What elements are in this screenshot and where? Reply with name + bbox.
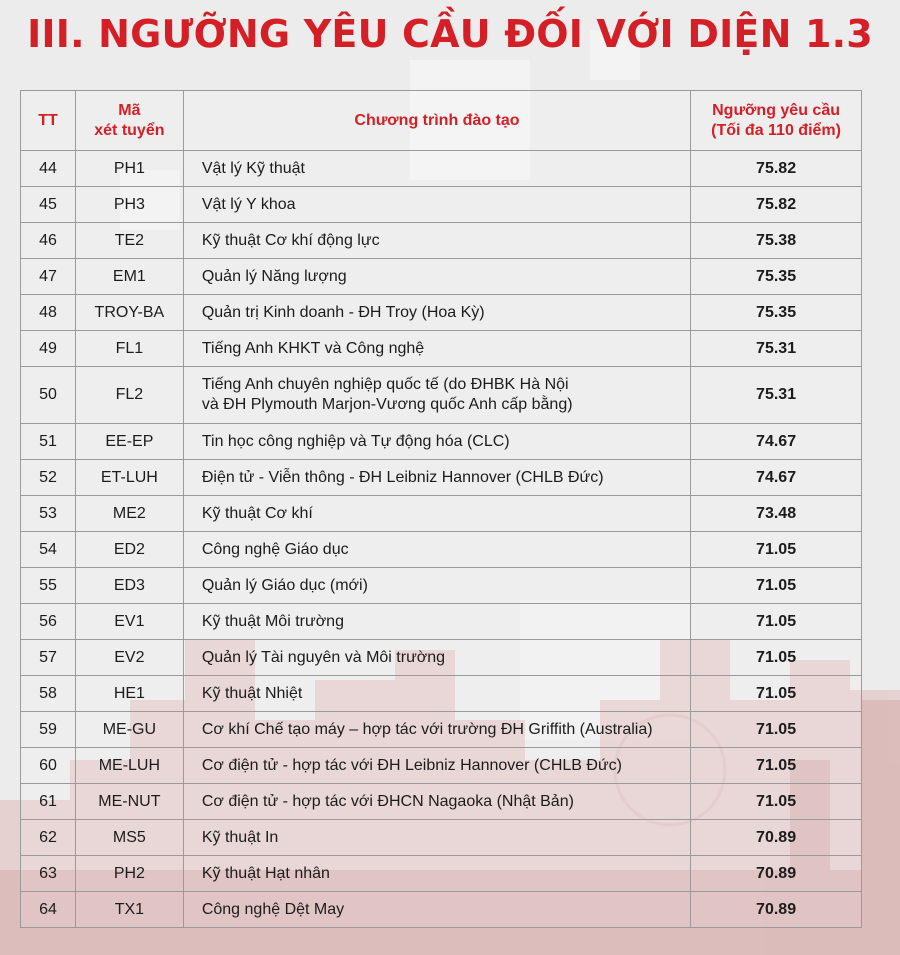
row-ma: PH1: [75, 151, 183, 187]
row-program: [183, 748, 690, 784]
row-tt: 45: [21, 187, 76, 223]
row-ma: PH3: [75, 187, 183, 223]
row-tt: 58: [21, 676, 76, 712]
header-program: Chương trình đào tạo: [183, 91, 690, 151]
row-ma: TROY-BA: [75, 295, 183, 331]
threshold-table: [20, 90, 862, 928]
row-program-line1: Kỹ thuật Môi trường: [201, 612, 344, 630]
row-program: [183, 676, 690, 712]
row-program-line1: Tiếng Anh KHKT và Công nghệ: [201, 339, 425, 357]
row-program: [183, 187, 690, 223]
row-program-line1: Kỹ thuật Cơ khí động lực: [201, 231, 380, 249]
table-row: [21, 784, 862, 820]
row-ma: ME-LUH: [75, 748, 183, 784]
row-tt: 52: [21, 460, 76, 496]
row-ma: ME-GU: [75, 712, 183, 748]
row-ma: ME-NUT: [75, 784, 183, 820]
table-row: [21, 367, 862, 424]
table-row: [21, 748, 862, 784]
row-program: [183, 784, 690, 820]
row-program: [183, 712, 690, 748]
row-score: 74.67: [691, 424, 862, 460]
table-row: [21, 424, 862, 460]
row-ma: TE2: [75, 223, 183, 259]
row-score: 71.05: [691, 712, 862, 748]
header-tt: TT: [21, 91, 76, 151]
row-program-line1: Vật lý Kỹ thuật: [201, 159, 305, 177]
row-program: [183, 640, 690, 676]
table-row: [21, 151, 862, 187]
row-tt: 54: [21, 532, 76, 568]
row-program-line1: Quản trị Kinh doanh - ĐH Troy (Hoa Kỳ): [201, 303, 485, 321]
row-score: 71.05: [691, 784, 862, 820]
row-score: 75.82: [691, 187, 862, 223]
row-tt: 57: [21, 640, 76, 676]
row-score: 70.89: [691, 820, 862, 856]
row-tt: 48: [21, 295, 76, 331]
row-program: [183, 820, 690, 856]
row-program: [183, 460, 690, 496]
table-row: [21, 640, 862, 676]
row-program-line1: Công nghệ Dệt May: [201, 900, 345, 918]
row-program: [183, 856, 690, 892]
row-program: [183, 331, 690, 367]
row-ma: PH2: [75, 856, 183, 892]
row-score: 71.05: [691, 604, 862, 640]
header-ma-line2: xét tuyển: [94, 121, 165, 139]
row-program: [183, 424, 690, 460]
table-row: [21, 259, 862, 295]
row-program-line1: Kỹ thuật Nhiệt: [201, 684, 303, 702]
row-program: [183, 568, 690, 604]
row-tt: 49: [21, 331, 76, 367]
row-score: 75.31: [691, 331, 862, 367]
row-program-line1: Quản lý Tài nguyên và Môi trường: [201, 648, 446, 666]
table-row: [21, 820, 862, 856]
header-threshold-line1: Ngưỡng yêu cầu: [712, 101, 840, 119]
table-row: [21, 460, 862, 496]
table-row: [21, 856, 862, 892]
row-ma: ET-LUH: [75, 460, 183, 496]
row-tt: 59: [21, 712, 76, 748]
row-score: 75.82: [691, 151, 862, 187]
row-ma: FL2: [75, 367, 183, 424]
row-program-line1: Kỹ thuật Hạt nhân: [201, 864, 330, 882]
row-program-line1: Tin học công nghiệp và Tự động hóa (CLC): [201, 432, 510, 450]
header-threshold: [691, 91, 862, 151]
row-program-line2: và ĐH Plymouth Marjon-Vương quốc Anh cấp bằng): [201, 396, 573, 413]
row-score: 71.05: [691, 640, 862, 676]
row-tt: 60: [21, 748, 76, 784]
row-ma: EM1: [75, 259, 183, 295]
row-score: 70.89: [691, 856, 862, 892]
row-tt: 63: [21, 856, 76, 892]
row-tt: 50: [21, 367, 76, 424]
table-row: [21, 223, 862, 259]
row-score: 75.38: [691, 223, 862, 259]
row-program: [183, 604, 690, 640]
row-tt: 55: [21, 568, 76, 604]
table-row: [21, 187, 862, 223]
row-tt: 56: [21, 604, 76, 640]
row-tt: 44: [21, 151, 76, 187]
row-ma: ED3: [75, 568, 183, 604]
table-row: [21, 604, 862, 640]
table-row: [21, 331, 862, 367]
row-tt: 47: [21, 259, 76, 295]
row-ma: TX1: [75, 892, 183, 928]
row-score: 70.89: [691, 892, 862, 928]
row-program-line1: Cơ khí Chế tạo máy – hợp tác với trường ĐH Griffith (Australia): [201, 720, 653, 738]
row-score: 75.35: [691, 259, 862, 295]
row-ma: ME2: [75, 496, 183, 532]
row-program-line1: Quản lý Năng lượng: [201, 267, 347, 285]
row-program: [183, 892, 690, 928]
row-program-line1: Quản lý Giáo dục (mới): [201, 576, 368, 594]
row-ma: EV1: [75, 604, 183, 640]
row-score: 71.05: [691, 532, 862, 568]
row-score: 74.67: [691, 460, 862, 496]
row-program-line1: Cơ điện tử - hợp tác với ĐH Leibniz Hannover (CHLB Đức): [201, 756, 622, 774]
table-row: [21, 496, 862, 532]
row-tt: 62: [21, 820, 76, 856]
table-row: [21, 295, 862, 331]
header-ma: [75, 91, 183, 151]
row-score: 75.35: [691, 295, 862, 331]
row-ma: ED2: [75, 532, 183, 568]
row-program-line1: Cơ điện tử - hợp tác với ĐHCN Nagaoka (Nhật Bản): [201, 792, 574, 810]
row-ma: FL1: [75, 331, 183, 367]
table-row: [21, 892, 862, 928]
header-threshold-line2: (Tối đa 110 điểm): [711, 121, 841, 139]
row-program: [183, 532, 690, 568]
row-program-line1: Công nghệ Giáo dục: [201, 540, 349, 558]
table-row: [21, 532, 862, 568]
row-tt: 64: [21, 892, 76, 928]
row-score: 71.05: [691, 568, 862, 604]
row-ma: MS5: [75, 820, 183, 856]
row-program-line1: Tiếng Anh chuyên nghiệp quốc tế (do ĐHBK Hà Nội: [201, 376, 569, 393]
row-program-line1: Kỹ thuật Cơ khí: [201, 504, 313, 522]
row-program-line1: Vật lý Y khoa: [201, 195, 296, 213]
table-row: [21, 568, 862, 604]
row-program: [183, 151, 690, 187]
row-ma: EE-EP: [75, 424, 183, 460]
row-tt: 61: [21, 784, 76, 820]
table-row: [21, 676, 862, 712]
page-title: III. NGƯỠNG YÊU CẦU ĐỐI VỚI DIỆN 1.3: [27, 12, 873, 56]
row-tt: 51: [21, 424, 76, 460]
row-program: [183, 496, 690, 532]
row-ma: EV2: [75, 640, 183, 676]
row-tt: 53: [21, 496, 76, 532]
table-header-row: [21, 91, 862, 151]
row-program: [183, 295, 690, 331]
row-program: [183, 223, 690, 259]
row-ma: HE1: [75, 676, 183, 712]
row-program-line1: Kỹ thuật In: [201, 828, 279, 846]
row-program: [183, 367, 690, 424]
table-row: [21, 712, 862, 748]
row-program-line1: Điện tử - Viễn thông - ĐH Leibniz Hannover (CHLB Đức): [201, 468, 604, 486]
header-ma-line1: Mã: [118, 101, 141, 119]
row-tt: 46: [21, 223, 76, 259]
row-score: 73.48: [691, 496, 862, 532]
row-score: 75.31: [691, 367, 862, 424]
row-program: [183, 259, 690, 295]
row-score: 71.05: [691, 676, 862, 712]
row-score: 71.05: [691, 748, 862, 784]
